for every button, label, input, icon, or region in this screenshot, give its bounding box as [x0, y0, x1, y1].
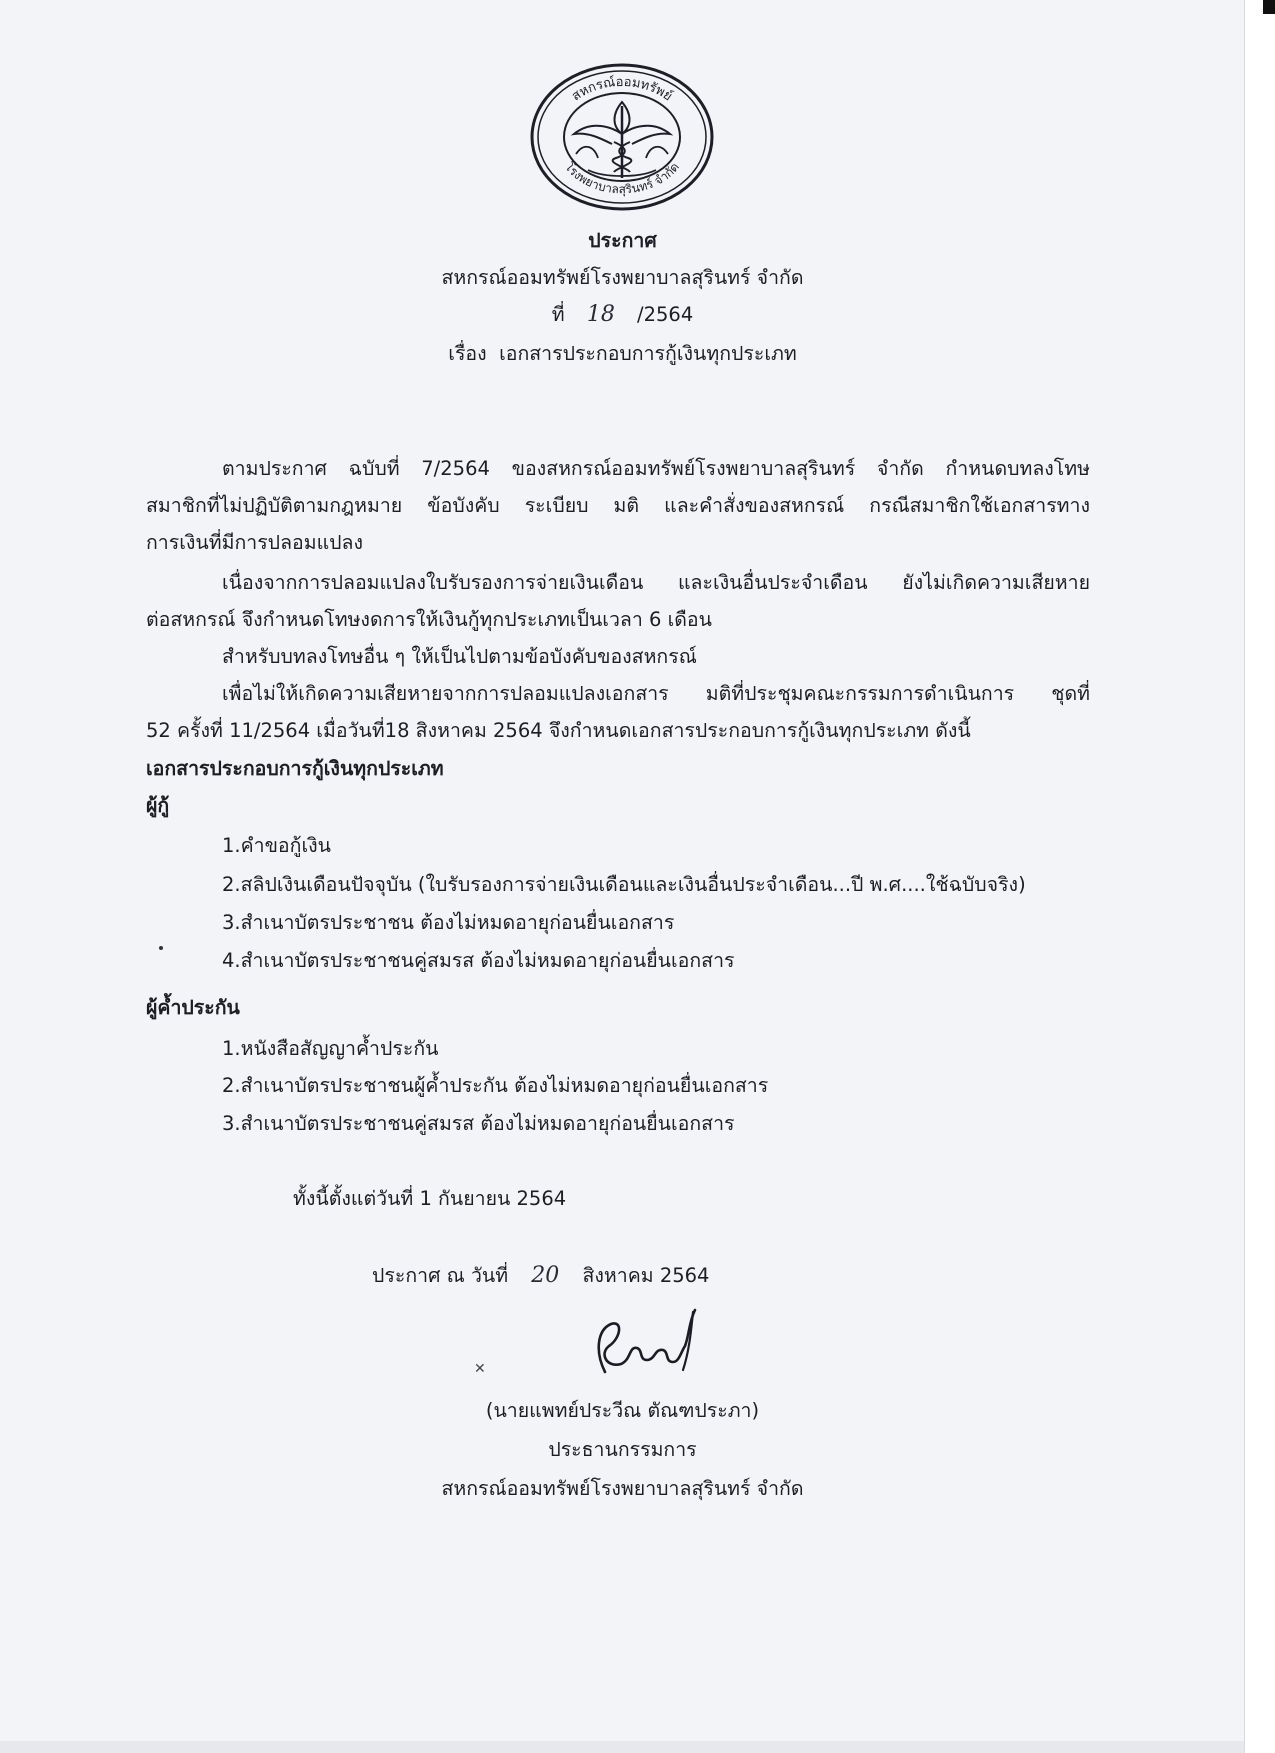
- paragraph-2-line-1: เนื่องจากการปลอมแปลงใบรับรองการจ่ายเงินเดือน และเงินอื่นประจำเดือน ยังไม่เกิดความเสียหาย: [222, 571, 1090, 594]
- paragraph-1-line-2: สมาชิกที่ไม่ปฏิบัติตามกฎหมาย ข้อบังคับ ระเบียบ มติ และคำสั่งของสหกรณ์ กรณีสมาชิกใช้เอกสารทาง: [146, 494, 1090, 517]
- subject-prefix: เรื่อง: [448, 342, 487, 365]
- paragraph-3-line-1: สำหรับบทลงโทษอื่น ๆ ให้เป็นไปตามข้อบังคับของสหกรณ์: [222, 645, 697, 668]
- signatory-position: ประธานกรรมการ: [548, 1438, 697, 1461]
- announcement-date: [372, 1262, 709, 1290]
- borrower-item-1: 1.คำขอกู้เงิน: [222, 834, 331, 857]
- number-suffix: /2564: [637, 303, 694, 326]
- handwritten-signature: [585, 1302, 705, 1384]
- guarantor-item-2: 2.สำเนาบัตรประชาชนผู้ค้ำประกัน ต้องไม่หมดอายุก่อนยื่นเอกสาร: [222, 1074, 769, 1097]
- cooperative-seal-logo: [528, 62, 716, 212]
- borrower-item-4: 4.สำเนาบัตรประชาชนคู่สมรส ต้องไม่หมดอายุก่อนยื่นเอกสาร: [222, 949, 735, 972]
- guarantor-item-3: 3.สำเนาบัตรประชาชนคู่สมรส ต้องไม่หมดอายุก่อนยื่นเอกสาร: [222, 1112, 735, 1135]
- scan-bottom-edge: [0, 1741, 1245, 1753]
- borrower-item-2: 2.สลิปเงินเดือนปัจจุบัน (ใบรับรองการจ่ายเงินเดือนและเงินอื่นประจำเดือน...ปี พ.ศ....ใช้ฉบับจริง): [222, 873, 1026, 896]
- guarantor-heading: ผู้ค้ำประกัน: [146, 996, 240, 1019]
- documents-heading: เอกสารประกอบการกู้เงินทุกประเภท: [146, 757, 444, 780]
- stray-pen-mark: ✕: [474, 1361, 486, 1377]
- handwritten-day: 20: [531, 1263, 560, 1288]
- paragraph-4-line-2: 52 ครั้งที่ 11/2564 เมื่อวันที่18 สิงหาคม 2564 จึงกำหนดเอกสารประกอบการกู้เงินทุกประเภท ดังนี้: [146, 719, 971, 742]
- organization-name: สหกรณ์ออมทรัพย์โรงพยาบาลสุรินทร์ จำกัด: [441, 266, 804, 289]
- date-suffix: สิงหาคม 2564: [582, 1264, 710, 1287]
- borrower-item-3: 3.สำเนาบัตรประชาชน ต้องไม่หมดอายุก่อนยื่นเอกสาร: [222, 911, 675, 934]
- paragraph-1-line-3: การเงินที่มีการปลอมแปลง: [146, 531, 363, 554]
- paragraph-2-line-2: ต่อสหกรณ์ จึงกำหนดโทษงดการให้เงินกู้ทุกประเภทเป็นเวลา 6 เดือน: [146, 608, 712, 631]
- announcement-subject: [0, 340, 1245, 368]
- scan-right-margin: [1244, 0, 1275, 1753]
- signatory-name: (นายแพทย์ประวีณ ตัณฑประภา): [485, 1399, 760, 1422]
- signatory-organization: สหกรณ์ออมทรัพย์โรงพยาบาลสุรินทร์ จำกัด: [441, 1477, 804, 1500]
- subject-text: เอกสารประกอบการกู้เงินทุกประเภท: [499, 342, 797, 365]
- number-prefix: ที่: [551, 303, 565, 326]
- seal-bottom-text: โรงพยาบาลสุรินทร์ จำกัด: [562, 159, 682, 197]
- stray-dot: [159, 946, 163, 950]
- paragraph-1-line-1: ตามประกาศ ฉบับที่ 7/2564 ของสหกรณ์ออมทรัพย์โรงพยาบาลสุรินทร์ จำกัด กำหนดบทลงโทษ: [222, 457, 1090, 480]
- announcement-number: [0, 301, 1245, 329]
- handwritten-number: 18: [586, 302, 615, 327]
- borrower-heading: ผู้กู้: [146, 794, 170, 817]
- date-prefix: ประกาศ ณ วันที่: [372, 1264, 509, 1287]
- svg-text:สหกรณ์ออมทรัพย์: [569, 74, 675, 104]
- paragraph-4-line-1: เพื่อไม่ให้เกิดความเสียหายจากการปลอมแปลงเอกสาร มติที่ประชุมคณะกรรมการดำเนินการ ชุดที่: [222, 682, 1090, 705]
- scan-corner-mark: [1263, 0, 1275, 14]
- announcement-title: ประกาศ: [588, 229, 657, 252]
- effective-date: ทั้งนี้ตั้งแต่วันที่ 1 กันยายน 2564: [293, 1187, 567, 1210]
- guarantor-item-1: 1.หนังสือสัญญาค้ำประกัน: [222, 1037, 439, 1060]
- seal-top-text: สหกรณ์ออมทรัพย์: [569, 74, 675, 105]
